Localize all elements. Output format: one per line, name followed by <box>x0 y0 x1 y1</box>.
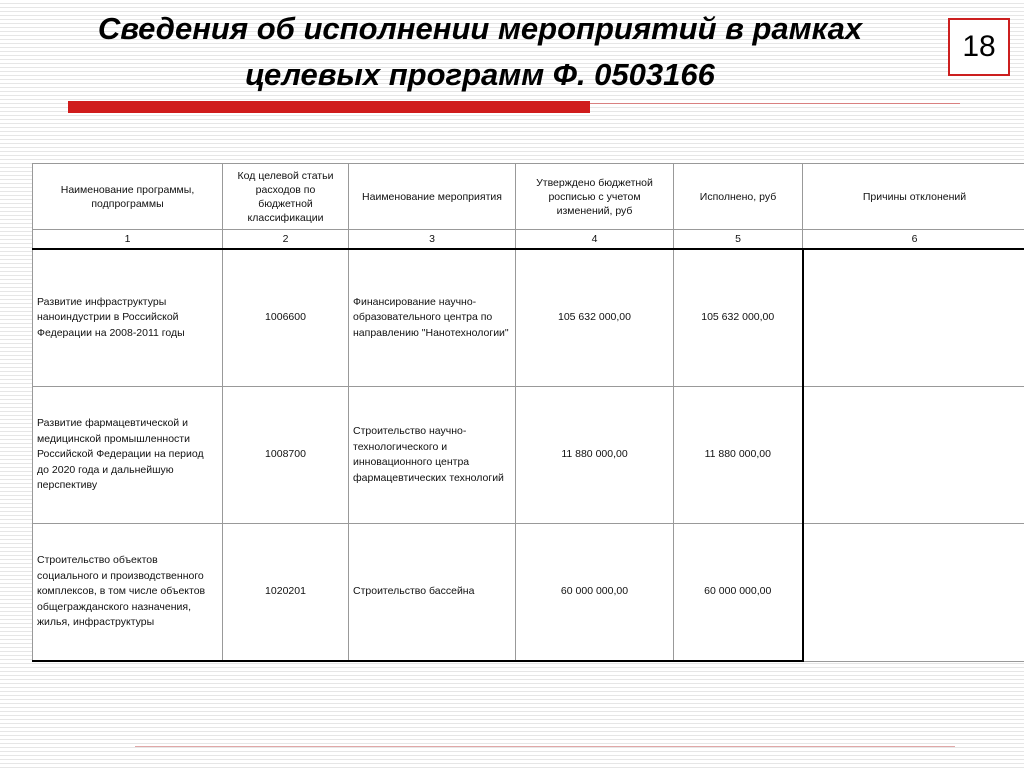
column-number: 5 <box>674 230 803 250</box>
page-number: 18 <box>948 18 1010 76</box>
executed-amount-cell: 60 000 000,00 <box>674 524 803 662</box>
executed-amount-cell: 105 632 000,00 <box>674 249 803 387</box>
program-name-cell: Развитие фармацевтической и медицинской промышленности Российской Федерации на период до 2020 года и дальнейшую перспективу <box>33 387 223 524</box>
budget-code-cell: 1006600 <box>223 249 349 387</box>
program-name-cell: Развитие инфраструктуры наноиндустрии в Российской Федерации на 2008-2011 годы <box>33 249 223 387</box>
column-number: 3 <box>349 230 516 250</box>
header-executed: Исполнено, руб <box>674 164 803 230</box>
program-name-cell: Строительство объектов социального и производственного комплексов, в том числе объектов общегражданского назначения, жилья, инфраструктуры <box>33 524 223 662</box>
header-program: Наименование программы, подпрограммы <box>33 164 223 230</box>
executed-amount-cell: 11 880 000,00 <box>674 387 803 524</box>
title-divider <box>590 103 960 104</box>
header-approved: Утверждено бюджетной росписью с учетом изменений, руб <box>516 164 674 230</box>
approved-amount-cell: 11 880 000,00 <box>516 387 674 524</box>
column-number: 6 <box>803 230 1024 250</box>
table-header-row <box>33 164 1024 230</box>
approved-amount-cell: 105 632 000,00 <box>516 249 674 387</box>
accent-bar <box>68 101 590 113</box>
header-code: Код целевой статьи расходов по бюджетной классификации <box>223 164 349 230</box>
report-table <box>32 163 1024 662</box>
table-row <box>33 524 1024 662</box>
deviation-reasons-cell <box>803 387 1024 524</box>
budget-code-cell: 1008700 <box>223 387 349 524</box>
table-row <box>33 387 1024 524</box>
budget-code-cell: 1020201 <box>223 524 349 662</box>
event-name-cell: Строительство научно-технологического и инновационного центра фармацевтических технологий <box>349 387 516 524</box>
header-event: Наименование мероприятия <box>349 164 516 230</box>
slide-title: Сведения об исполнении мероприятий в рамках целевых программ Ф. 0503166 <box>97 11 863 92</box>
table-row <box>33 249 1024 387</box>
column-number: 4 <box>516 230 674 250</box>
footer-divider <box>135 746 955 747</box>
program-execution-table <box>32 163 1024 661</box>
column-number-row <box>33 230 1024 250</box>
approved-amount-cell: 60 000 000,00 <box>516 524 674 662</box>
event-name-cell: Строительство бассейна <box>349 524 516 662</box>
deviation-reasons-cell <box>803 249 1024 387</box>
column-number: 1 <box>33 230 223 250</box>
column-number: 2 <box>223 230 349 250</box>
deviation-reasons-cell <box>803 524 1024 662</box>
header-reasons: Причины отклонений <box>803 164 1024 230</box>
event-name-cell: Финансирование научно-образовательного центра по направлению "Нанотехнологии" <box>349 249 516 387</box>
